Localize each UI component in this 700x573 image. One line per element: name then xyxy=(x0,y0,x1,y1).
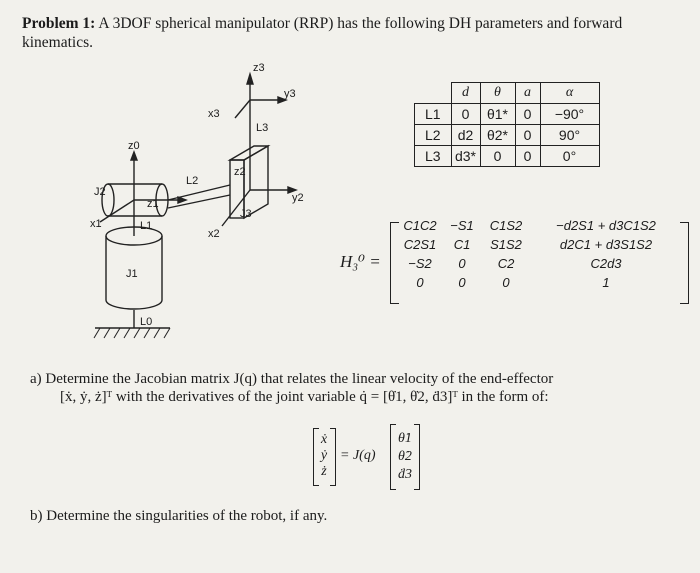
label-J2: J2 xyxy=(94,186,106,198)
label-x1: x1 xyxy=(90,218,102,230)
matrix-cell: d2C1 + d3S1S2 xyxy=(559,237,653,252)
dh-parameter-table xyxy=(414,82,600,167)
table-row xyxy=(415,125,600,146)
dh-header-d: d xyxy=(451,83,480,104)
dh-alpha: −90° xyxy=(540,104,599,125)
matrix-cell: 1 xyxy=(602,275,610,290)
matrix-cell: C2S1 xyxy=(403,237,437,252)
lhs-x-dot: ẋ xyxy=(320,432,328,447)
matrix-cell: 0 xyxy=(458,275,466,290)
label-L0: L0 xyxy=(140,316,153,328)
table-row xyxy=(415,146,600,167)
matrix-cell: 0 xyxy=(458,256,466,271)
lhs-z-dot: ż xyxy=(321,464,327,479)
matrix-label: H₃⁰ = xyxy=(340,252,381,271)
dh-alpha: 90° xyxy=(540,125,599,146)
table-row xyxy=(415,104,600,125)
label-x3: x3 xyxy=(208,108,220,120)
dh-link: L2 xyxy=(415,125,452,146)
equation-operator: = J(q) xyxy=(340,448,376,463)
problem-text: A 3DOF spherical manipulator (RRP) has the following DH parameters and forward xyxy=(98,15,623,32)
question-b-text: Determine the singularities of the robot, if any. xyxy=(46,508,328,524)
label-z1: z1 xyxy=(147,198,159,210)
matrix-cell: −S1 xyxy=(450,218,474,233)
matrix-cell: S1S2 xyxy=(490,237,522,252)
matrix-cell: C1S2 xyxy=(489,218,523,233)
label-J3: J3 xyxy=(240,208,252,220)
dh-a: 0 xyxy=(515,104,540,125)
question-a xyxy=(30,368,680,390)
dh-d: 0 xyxy=(451,104,480,125)
lhs-vector xyxy=(316,432,332,480)
label-L3: L3 xyxy=(256,122,269,134)
dh-a: 0 xyxy=(515,146,540,167)
dh-d: d2 xyxy=(451,125,480,146)
dh-header-row xyxy=(415,83,600,104)
dh-d: d3* xyxy=(451,146,480,167)
label-x2: x2 xyxy=(208,228,220,240)
dh-alpha: 0° xyxy=(540,146,599,167)
matrix-cell: C2d3 xyxy=(590,256,622,271)
dh-link: L3 xyxy=(415,146,452,167)
dh-theta: θ2* xyxy=(480,125,515,146)
dh-a: 0 xyxy=(515,125,540,146)
matrix-cell: C2 xyxy=(497,256,515,271)
matrix-cell: −d2S1 + d3C1S2 xyxy=(556,218,656,233)
label-J1: J1 xyxy=(126,268,138,280)
question-a-text: Determine the Jacobian matrix J(q) that relates the linear velocity of the end-effector xyxy=(45,371,554,387)
matrix-cell: C1 xyxy=(453,237,471,252)
dh-theta: θ1* xyxy=(480,104,515,125)
label-z0: z0 xyxy=(128,140,140,152)
problem-label: Problem 1: xyxy=(22,15,96,32)
label-z3: z3 xyxy=(253,62,265,74)
question-b xyxy=(30,508,327,525)
label-L2: L2 xyxy=(186,175,199,187)
dh-link: L1 xyxy=(415,104,452,125)
dh-header-a: a xyxy=(515,83,540,104)
matrix-cell: 0 xyxy=(416,275,424,290)
question-a-text-cont: [ẋ, ẏ, ż]ᵀ with the derivatives of the joint variable q̇ = [θ̇1, θ̇2, ḋ3]ᵀ in the form of: xyxy=(60,389,549,405)
question-a-label: a) xyxy=(30,371,42,387)
rhs-d3-dot: ḋ3 xyxy=(398,467,412,482)
dh-header-theta: θ xyxy=(480,83,515,104)
label-y2: y2 xyxy=(292,192,304,204)
dh-theta: 0 xyxy=(480,146,515,167)
lhs-y-dot: ẏ xyxy=(320,448,328,463)
rhs-vector xyxy=(393,430,417,484)
matrix-cell: −S2 xyxy=(408,256,432,271)
dh-header-blank xyxy=(415,83,452,104)
label-L1: L1 xyxy=(140,220,153,232)
dh-header-alpha: α xyxy=(540,83,599,104)
rhs-theta2-dot: θ̇2 xyxy=(398,449,412,464)
label-z2: z2 xyxy=(234,166,246,178)
question-b-label: b) xyxy=(30,508,43,524)
label-y3: y3 xyxy=(284,88,296,100)
matrix-cell: 0 xyxy=(502,275,510,290)
problem-text-cont: kinematics. xyxy=(22,34,94,51)
rhs-theta1-dot: θ̇1 xyxy=(398,431,412,446)
matrix-cell: C1C2 xyxy=(403,218,437,233)
matrix-bracket-right xyxy=(680,222,689,304)
